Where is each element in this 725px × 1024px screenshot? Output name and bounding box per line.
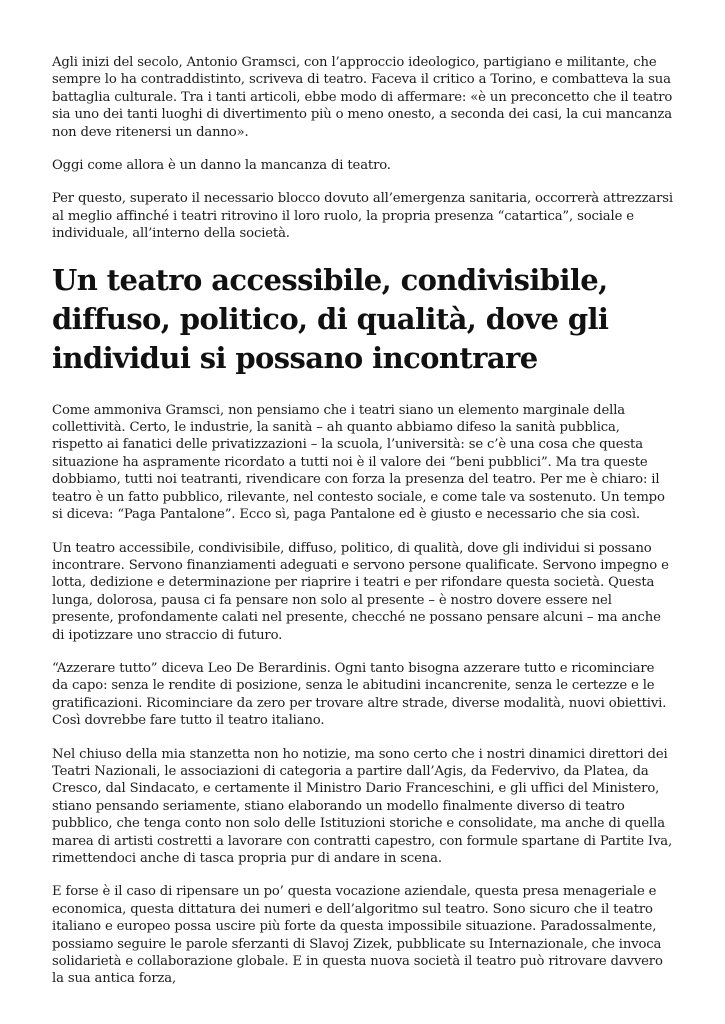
paragraph-vocazione-aziendale: E forse è il caso di ripensare un po’ questa vocazione aziendale, questa presa menageriale e economica, questa dittatura dei numeri e dell’algoritmo sul teatro. Sono sicuro che il teatro italiano e europeo possa uscire più forte da questa impossibile situazione. Paradossalmente, possiamo seguire le parole sferzanti di Slavoj Zizek, pubblicate su Internazionale, che invoca solidarietà e collaborazione globale. E in questa nuova società il teatro può ritrovare davvero la sua antica forza,	[52, 884, 663, 987]
paragraph-teatri-nazionali: Nel chiuso della mia stanzetta non ho notizie, ma sono certo che i nostri dinamici direttori dei Teatri Nazionali, le associazioni di categoria a partire dall’Agis, da Federvivo, da Platea, da Cresco, dal Sindacato, e certamente il Ministro Dario Franceschini, e gli uffici del Ministero, stiano pensando seriamente, stiano elaborando un modello finalmente diverso di teatro pubblico, che tenga conto non solo delle Istituzioni storiche e consolidate, ma anche di quella marea di artisti costretti a lavorare con contratti capestro, con formule spartane di Partite Iva, rimettendoci anche di tasca propria pur di andare in scena.	[52, 746, 673, 866]
section-heading: Un teatro accessibile, condivisibile, diffuso, politico, di qualità, dove gli individui si possano incontrare	[52, 262, 609, 375]
article-body	[52, 54, 674, 1004]
paragraph-emergenza: Per questo, superato il necessario blocco dovuto all’emergenza sanitaria, occorrerà attrezzarsi al meglio affinché i teatri ritrovino il loro ruolo, la propria presenza “catartica”, sociale e individuale, all’interno della società.	[52, 191, 673, 242]
paragraph-danno: Oggi come allora è un danno la mancanza di teatro.	[52, 158, 391, 174]
paragraph-teatro-accessibile: Un teatro accessibile, condivisibile, diffuso, politico, di qualità, dove gli individui si possano incontrare. Servono finanziamenti adeguati e servono persone qualificate. Servono impegno e lotta, dedizione e determinazione per riaprire i teatri e per rifondare questa società. Questa lunga, dolorosa, pausa ci fa pensare non solo al presente – è nostro dovere essere nel presente, profondamente calati nel presente, checché ne possano pensare alcuni – ma anche di ipotizzare uno straccio di futuro.	[52, 540, 669, 643]
paragraph-gramsci-intro: Agli inizi del secolo, Antonio Gramsci, con l’approccio ideologico, partigiano e militante, che sempre lo ha contraddistinto, scriveva di teatro. Faceva il critico a Torino, e combatteva la sua battaglia culturale. Tra i tanti articoli, ebbe modo di affermare: «è un preconcetto che il teatro sia uno dei tanti luoghi di divertimento più o meno onesto, a seconda dei casi, la cui mancanza non deve ritenersi un danno».	[52, 55, 673, 140]
paragraph-azzerare-tutto: “Azzerare tutto” diceva Leo De Berardinis. Ogni tanto bisogna azzerare tutto e ricominciare da capo: senza le rendite di posizione, senza le abitudini incancrenite, senza le certezze e le gratificazioni. Ricominciare da zero per trovare altre strade, diverse modalità, nuovi obiettivi. Così dovrebbe fare tutto il teatro italiano.	[52, 660, 667, 729]
paragraph-beni-pubblici: Come ammoniva Gramsci, non pensiamo che i teatri siano un elemento marginale della collettività. Certo, le industrie, la sanità – ah quanto abbiamo difeso la sanità pubblica, rispetto ai fanatici delle privatizzazioni – la scuola, l’università: se c’è una cosa che questa situazione ha aspramente ricordato a tutti noi è il valore dei “beni pubblici”. Ma tra queste dobbiamo, tutti noi teatranti, rivendicare con forza la presenza del teatro. Per me è chiaro: il teatro è un fatto pubblico, rilevante, nel contesto sociale, e come tale va sostenuto. Un tempo si diceva: “Paga Pantalone”. Ecco sì, paga Pantalone ed è giusto e necessario che sia così.	[52, 402, 665, 523]
